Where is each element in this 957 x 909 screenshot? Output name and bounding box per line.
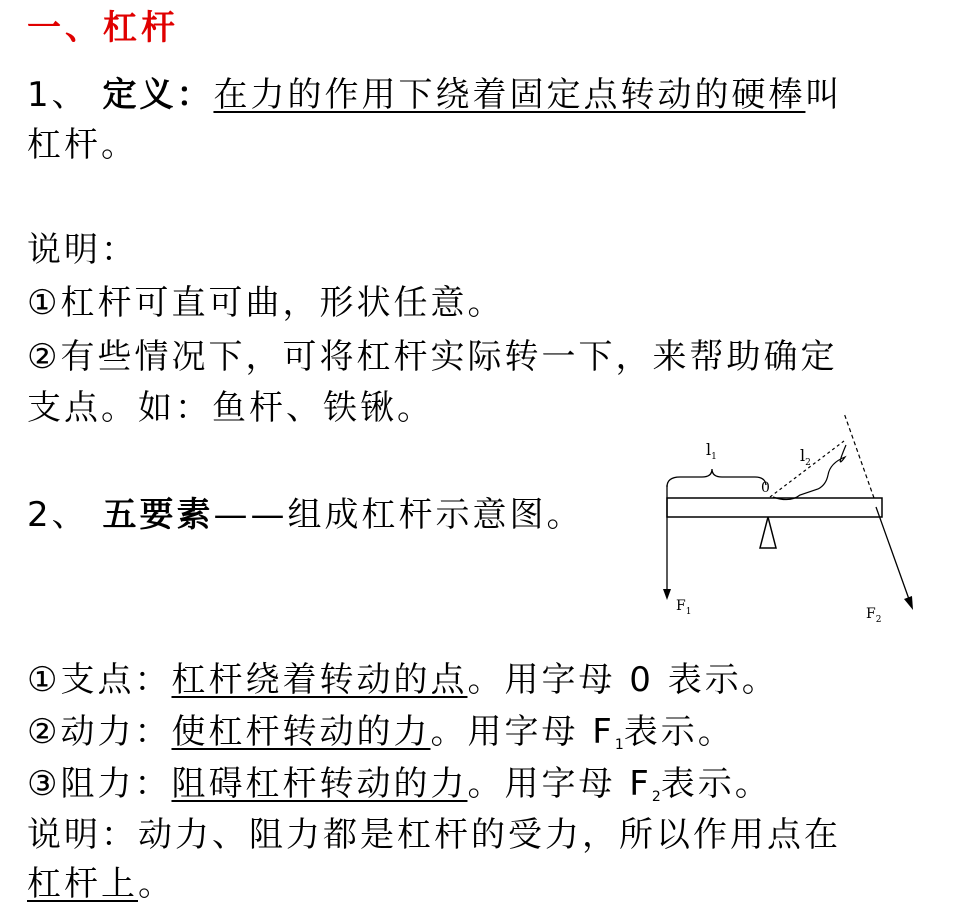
five-elements-line [27,495,583,535]
lever-diagram [640,405,940,635]
element-definition: 杠杆绕着转动的点 [171,660,468,700]
f2-label: $F_2$ [866,606,882,625]
five-elements-label: 五要素 [102,495,214,535]
element-row [27,764,772,817]
element-suffix: 表示。 [667,660,779,700]
element-definition: 阻碍杠杆转动的力 [171,764,468,804]
definition-tail: 叫 [805,75,843,115]
note-item-2: ②有些情况下，可将杠杆实际转一下，来帮助确定 [27,337,838,377]
f2-force-line [876,507,910,602]
definition-line-2: 杠杆。 [27,125,138,165]
element-prefix: ③阻力： [27,764,172,804]
l2-label: $l_2$ [800,446,811,468]
f1-label: $F_1$ [676,598,692,617]
five-elements-number: 2、 [27,495,89,535]
element-row [27,660,779,713]
note2-end: 。 [138,864,175,904]
f2-arrowhead [904,596,913,610]
fulcrum-triangle [760,517,776,548]
note-item-2-cont: 支点。如：鱼杆、铁锹。 [27,388,434,428]
fulcrum-label: 0 [761,480,770,496]
lever-bar [667,498,882,517]
definition-label: 定义： [102,75,214,115]
note-item-1: ①杠杆可直可曲，形状任意。 [27,283,505,323]
element-mid: 。用字母 F [430,712,615,752]
f1-arrowhead [663,589,671,600]
element-mid: 。用字母 0 [467,660,654,700]
element-definition: 使杠杆转动的力 [171,712,431,752]
definition-text: 在力的作用下绕着固定点转动的硬棒 [213,75,806,115]
f2-extension-line [844,413,874,498]
l2-arm-line [770,441,844,497]
five-elements-rest: ——组成杠杆示意图。 [213,495,584,535]
element-suffix: 表示。 [660,764,772,804]
definition-line [27,75,842,115]
element-subscript: 1 [614,737,624,753]
element-prefix: ①支点： [27,660,172,700]
note2-line-1: 说明：动力、阻力都是杠杆的受力，所以作用点在 [27,815,841,855]
l1-brace [667,469,766,487]
element-suffix: 表示。 [623,712,735,752]
note2-line-2 [27,864,175,904]
element-row [27,712,735,765]
element-mid: 。用字母 F [467,764,652,804]
element-prefix: ②动力： [27,712,172,752]
section-heading: 一、杠杆 [27,8,179,48]
l2-brace [773,445,846,500]
l1-label: $l_1$ [706,440,717,462]
note2-underlined: 杠杆上 [27,864,138,904]
definition-number: 1、 [27,75,89,115]
element-subscript: 2 [651,789,661,805]
note-label: 说明： [27,230,138,270]
